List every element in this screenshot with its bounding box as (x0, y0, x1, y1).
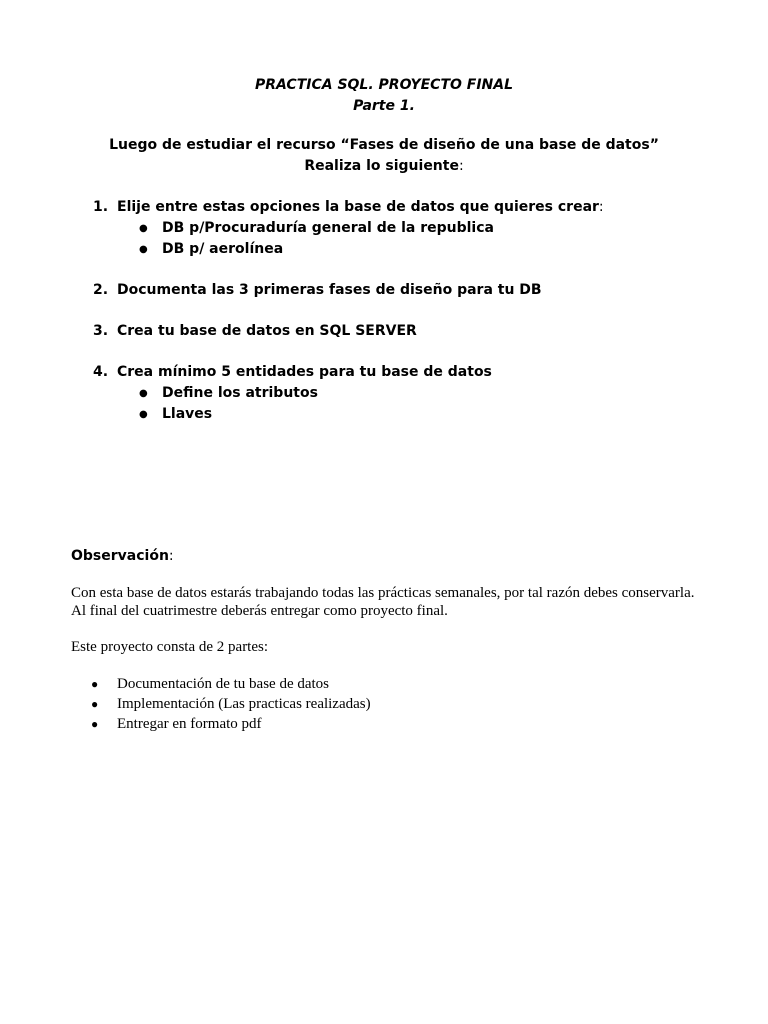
document-subtitle: Parte 1. (353, 98, 415, 114)
observation-heading-text: Observación (71, 548, 169, 564)
bullet-icon: ● (91, 697, 99, 711)
task-list (0, 197, 768, 445)
intro-text: Luego de estudiar el recurso “Fases de diseño de una base de datos” Realiza lo siguiente (109, 137, 659, 174)
task-number-2: 2. (93, 282, 109, 298)
observation-paragraph-1: Con esta base de datos estarás trabajando todas las prácticas semanales, por tal razón debes conservarla. Al final del cuatrimestre deberás entregar como proyecto final. (71, 585, 695, 619)
bullet-icon: ● (91, 677, 99, 691)
task-item-3 (0, 321, 768, 342)
task-1-option-2 (117, 239, 768, 260)
task-text-1: Elije entre estas opciones la base de datos que quieres crear (117, 199, 599, 215)
bullet-icon: ● (139, 223, 148, 234)
task-4-subitems (117, 383, 768, 425)
bullet-icon: ● (139, 409, 148, 420)
intro-colon: : (458, 158, 464, 174)
bullet-icon: ● (91, 717, 99, 731)
task-4-subitem-2-text: Llaves (162, 406, 213, 422)
task-text-2: Documenta las 3 primeras fases de diseño para tu DB (117, 282, 542, 298)
document-title: PRACTICA SQL. PROYECTO FINAL (254, 77, 514, 93)
observation-paragraph-2: Este proyecto consta de 2 partes: (71, 639, 269, 655)
task-4-subitem-2 (117, 404, 768, 425)
task-1-option-1 (117, 218, 768, 239)
deliverable-item-3 (71, 714, 371, 734)
task-4-subitem-1-text: Define los atributos (162, 385, 318, 401)
deliverable-item-2 (71, 694, 371, 714)
observation-heading (71, 546, 174, 567)
task-number-4: 4. (93, 364, 109, 380)
deliverable-text-1: Documentación de tu base de datos (117, 676, 330, 692)
task-1-options (117, 218, 768, 260)
task-item-2 (0, 280, 768, 301)
task-text-4: Crea mínimo 5 entidades para tu base de datos (117, 364, 492, 380)
task-1-option-2-text: DB p/ aerolínea (162, 241, 284, 257)
intro-instructions (90, 135, 678, 177)
task-4-subitem-1 (117, 383, 768, 404)
task-1-option-1-text: DB p/Procuraduría general de la republica (162, 220, 494, 236)
bullet-icon: ● (139, 388, 148, 399)
task-number-1: 1. (93, 199, 109, 215)
task-item-4 (0, 362, 768, 425)
deliverable-text-2: Implementación (Las practicas realizadas) (117, 696, 371, 712)
deliverable-item-1 (71, 674, 371, 694)
bullet-icon: ● (139, 244, 148, 255)
observation-colon: : (168, 548, 174, 564)
task-item-1 (0, 197, 768, 260)
task-number-3: 3. (93, 323, 109, 339)
deliverables-list (71, 674, 371, 734)
task-colon-1: : (598, 199, 604, 215)
task-text-3: Crea tu base de datos en SQL SERVER (117, 323, 417, 339)
deliverable-text-3: Entregar en formato pdf (117, 716, 262, 732)
